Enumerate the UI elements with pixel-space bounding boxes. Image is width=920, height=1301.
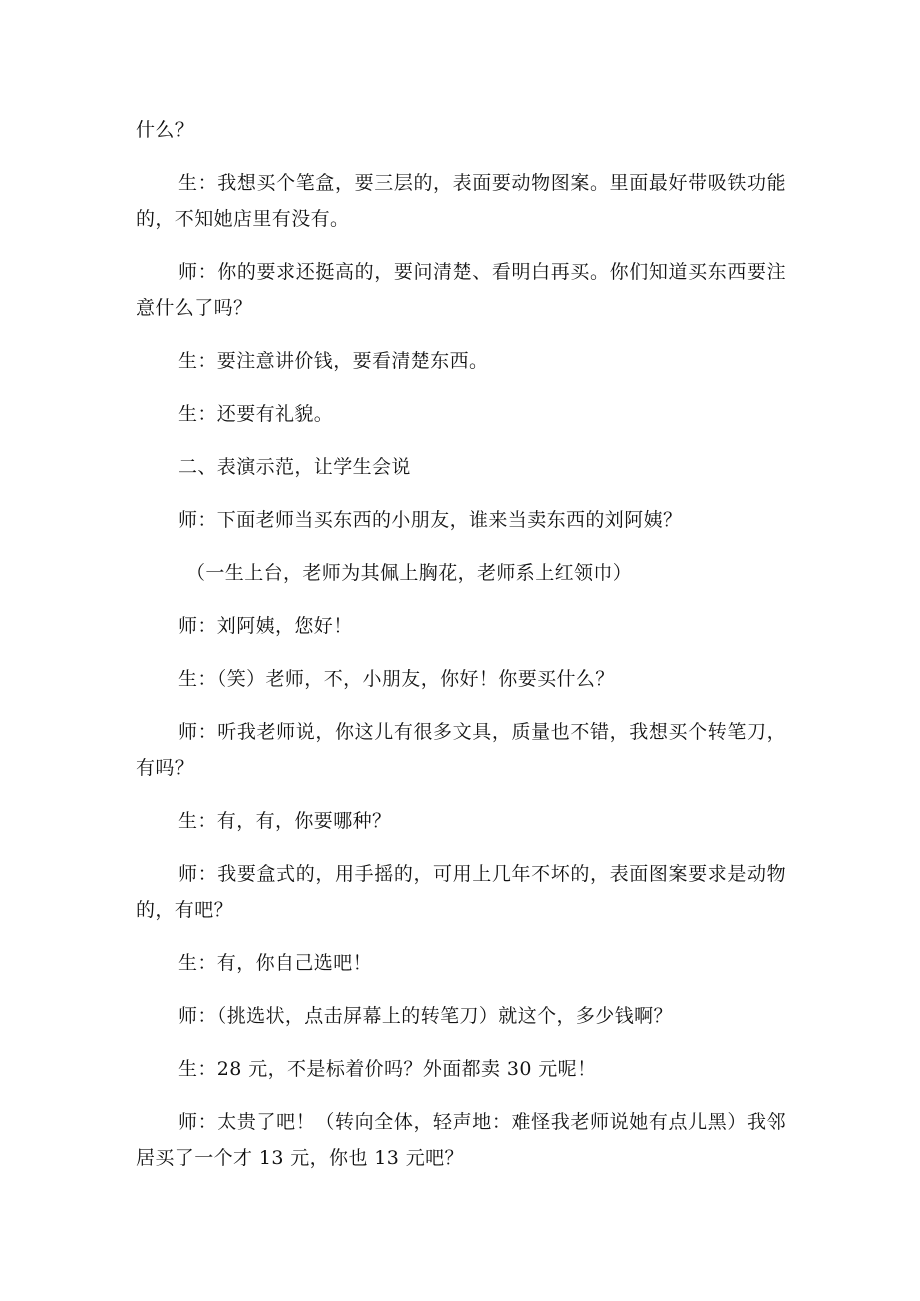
paragraph-student-pencil-box: 生：我想买个笔盒，要三层的，表面要动物图案。里面最好带吸铁功能的，不知她店里有没有。	[136, 172, 786, 230]
paragraph-student-price-tag: 生：28 元，不是标着价吗？外面都卖 30 元呢！	[178, 1058, 597, 1080]
paragraph-teacher-select: 师：（挑选状，点击屏幕上的转笔刀）就这个，多少钱啊？	[178, 1005, 673, 1027]
paragraph-student-greeting: 生：（笑）老师，不，小朋友，你好！你要买什么？	[178, 668, 615, 690]
paragraph-student-which: 生：有，有，你要哪种？	[178, 810, 392, 832]
paragraph-teacher-bargain: 师：太贵了吧！（转向全体，轻声地：难怪我老师说她有点儿黑）我邻居买了一个才 13 元，你也 13 元吧？	[136, 1111, 786, 1169]
paragraph-teacher-greeting: 师：刘阿姨，您好！	[178, 615, 353, 637]
paragraph-teacher-sharpener: 师：听我老师说，你这儿有很多文具，质量也不错，我想买个转笔刀，有吗？	[136, 721, 786, 779]
paragraph-stage-direction: （一生上台，老师为其佩上胸花，老师系上红领巾）	[186, 562, 633, 584]
paragraph-teacher-requirements: 师：你的要求还挺高的，要问清楚、看明白再买。你们知道买东西要注意什么了吗？	[136, 261, 786, 319]
paragraph-student-price: 生：要注意讲价钱，要看清楚东西。	[178, 350, 489, 372]
paragraph-teacher-box-style: 师：我要盒式的，用手摇的，可用上几年不坏的，表面图案要求是动物的，有吧？	[136, 863, 786, 921]
paragraph-student-polite: 生：还要有礼貌。	[178, 403, 334, 425]
section-heading: 二、表演示范，让学生会说	[178, 456, 411, 478]
paragraph-teacher-roleplay: 师：下面老师当买东西的小朋友，谁来当卖东西的刘阿姨？	[178, 509, 683, 531]
document-body	[136, 112, 786, 1193]
paragraph-student-choose: 生：有，你自己选吧！	[178, 952, 373, 974]
paragraph-continuation: 什么？	[136, 119, 195, 141]
